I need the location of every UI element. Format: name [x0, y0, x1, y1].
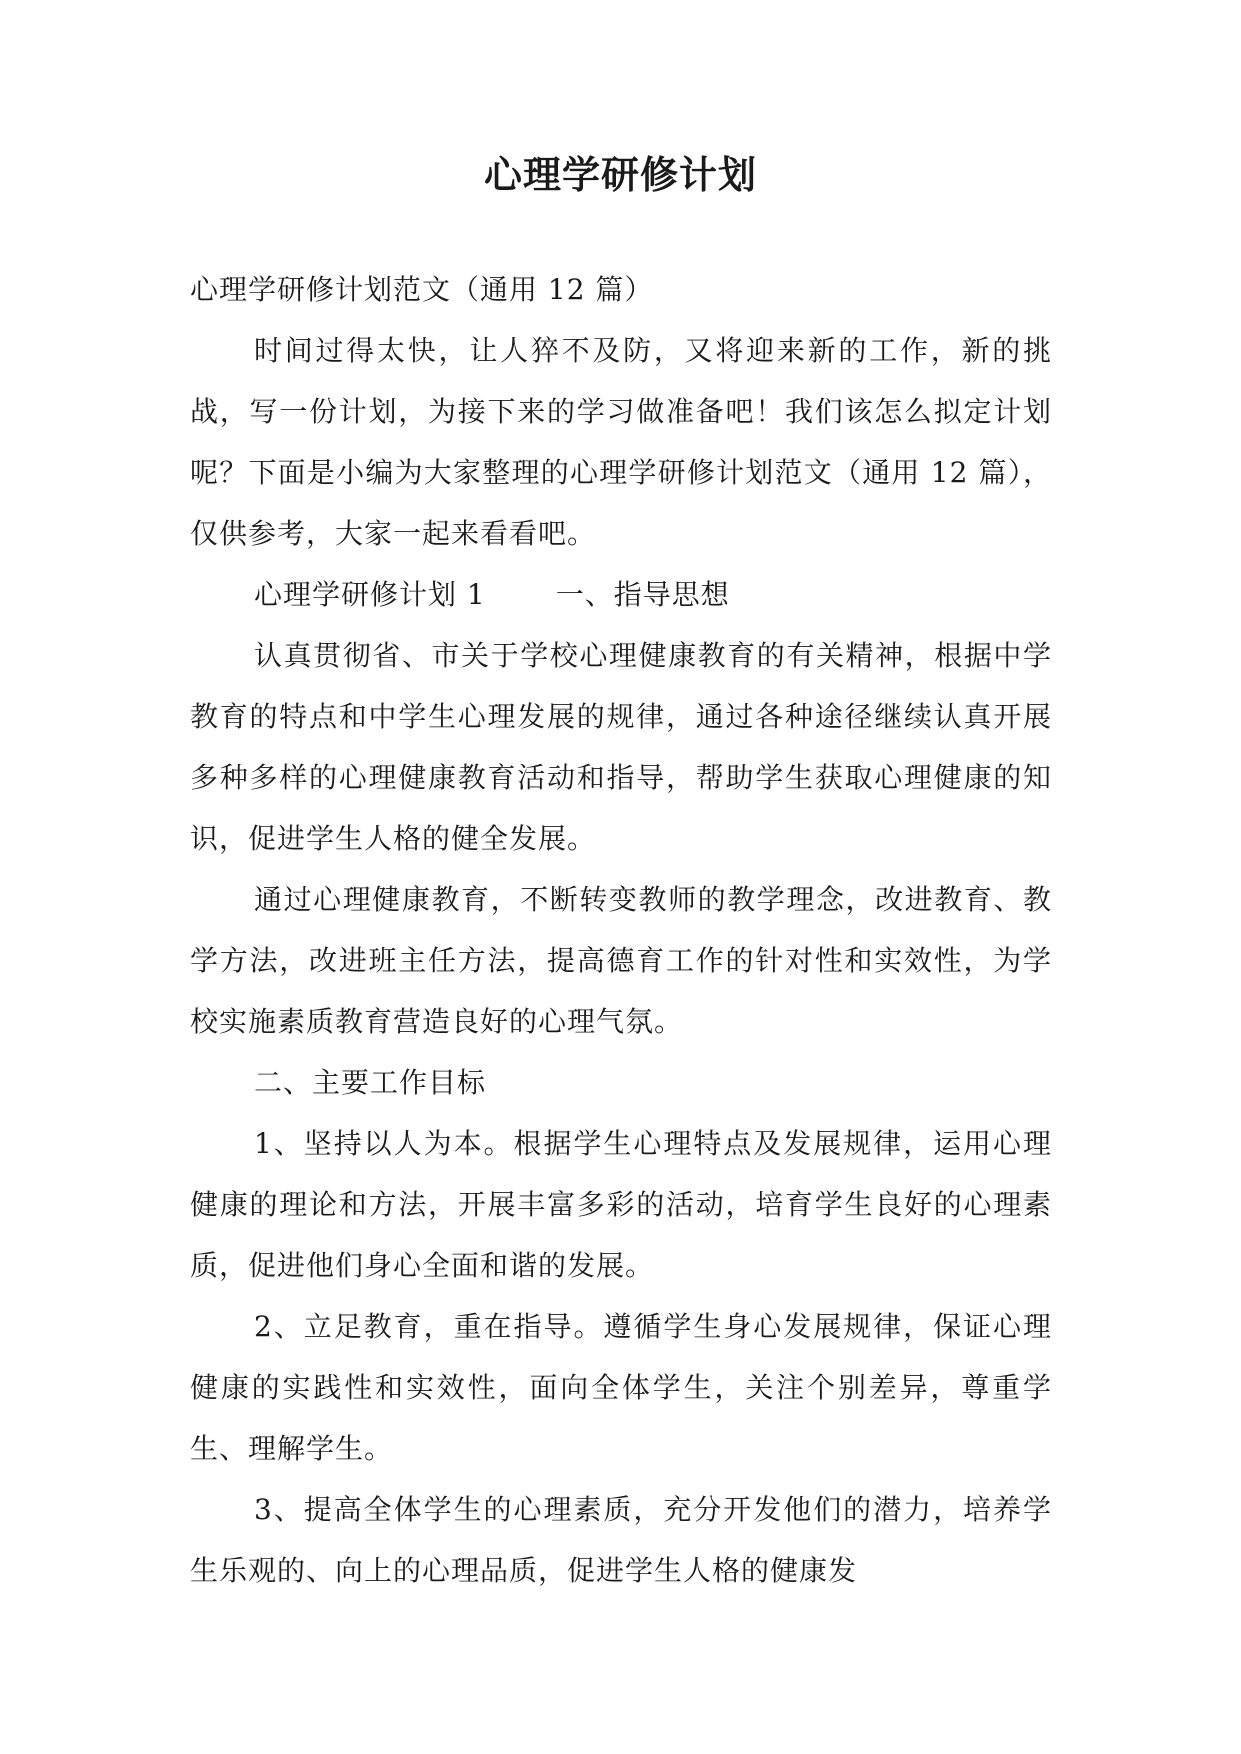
- goal-item-1: 1、坚持以人为本。根据学生心理特点及发展规律，运用心理健康的理论和方法，开展丰富多彩的活动，培育学生良好的心理素质，促进他们身心全面和谐的发展。: [190, 1127, 1052, 1282]
- goal-item-3: 3、提高全体学生的心理素质，充分开发他们的潜力，培养学生乐观的、向上的心理品质，促进学生人格的健康发: [190, 1493, 1052, 1587]
- intro-paragraph: 时间过得太快，让人猝不及防，又将迎来新的工作，新的挑战，写一份计划，为接下来的学习做准备吧！我们该怎么拟定计划呢？下面是小编为大家整理的心理学研修计划范文（通用 12 篇），仅供参考，大家一起来看看吧。: [190, 334, 1052, 550]
- goal-item-2: 2、立足教育，重在指导。遵循学生身心发展规律，保证心理健康的实践性和实效性，面向全体学生，关注个别差异，尊重学生、理解学生。: [190, 1310, 1052, 1465]
- goals-heading: 二、主要工作目标: [254, 1066, 487, 1099]
- paragraph-guiding-2: 通过心理健康教育，不断转变教师的教学理念，改进教育、教学方法，改进班主任方法，提高德育工作的针对性和实效性，为学校实施素质教育营造良好的心理气氛。: [190, 883, 1052, 1038]
- section-title: 心理学研修计划 1: [254, 578, 486, 611]
- section-subheading: 一、指导思想: [555, 578, 730, 611]
- paragraph-guiding-1: 认真贯彻省、市关于学校心理健康教育的有关精神，根据中学教育的特点和中学生心理发展的规律，通过各种途径继续认真开展多种多样的心理健康教育活动和指导，帮助学生获取心理健康的知识，促进学生人格的健全发展。: [190, 639, 1052, 855]
- document-title: 心理学研修计划: [483, 153, 757, 197]
- section-heading-line: [190, 564, 1052, 625]
- document-body: [190, 259, 1052, 1601]
- document-subtitle: 心理学研修计划范文（通用 12 篇）: [190, 273, 654, 306]
